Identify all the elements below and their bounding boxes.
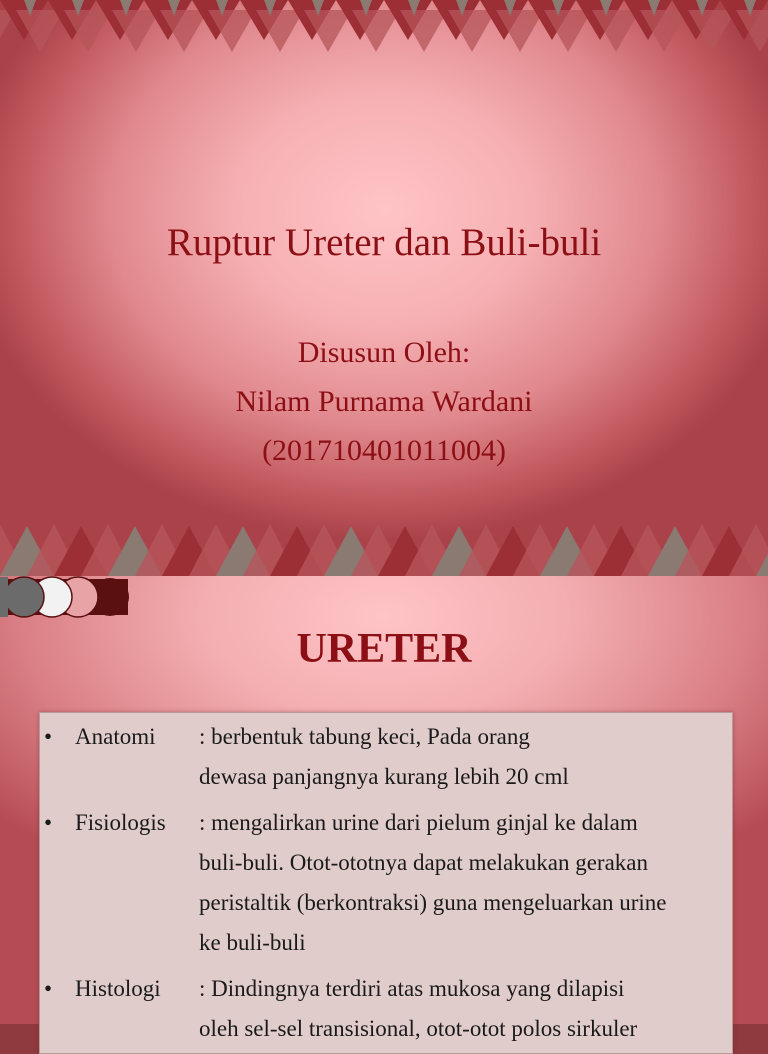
item-desc-line: buli-buli. Otot-ototnya dapat melakukan gerakan (199, 850, 649, 875)
bottom-triangle-border (0, 520, 768, 576)
item-desc-line: oleh sel-sel transisional, otot-otot polos sirkuler (199, 1016, 638, 1041)
item-desc-line: : berbentuk tabung keci, Pada orang (199, 724, 530, 749)
bullet: • (44, 810, 53, 835)
author-id: (201710401011004) (262, 434, 506, 467)
item-desc-line: dewasa panjangnya kurang lebih 20 cml (199, 764, 569, 789)
item-term: Anatomi (75, 724, 156, 749)
item-desc-line: peristaltik (berkontraksi) guna mengeluarkan urine (199, 890, 667, 915)
top-zigzag-border (0, 0, 768, 56)
content-slide (0, 576, 768, 1041)
content-box (39, 712, 733, 1054)
bullet: • (44, 724, 53, 749)
section-heading: URETER (296, 626, 472, 672)
item-term: Histologi (75, 976, 161, 1001)
author-name: Nilam Purnama Wardani (235, 385, 533, 418)
item-desc-line: : mengalirkan urine dari pielum ginjal ke dalam (199, 810, 638, 835)
decorative-circles (0, 576, 140, 620)
item-desc-line: : Dindingnya terdiri atas mukosa yang dilapisi (199, 976, 625, 1001)
slide-title: Ruptur Ureter dan Buli-buli (166, 221, 602, 264)
item-term: Fisiologis (75, 810, 166, 835)
bullet: • (44, 976, 53, 1001)
author-label: Disusun Oleh: (297, 336, 471, 369)
item-desc-line: ke buli-buli (199, 930, 306, 955)
